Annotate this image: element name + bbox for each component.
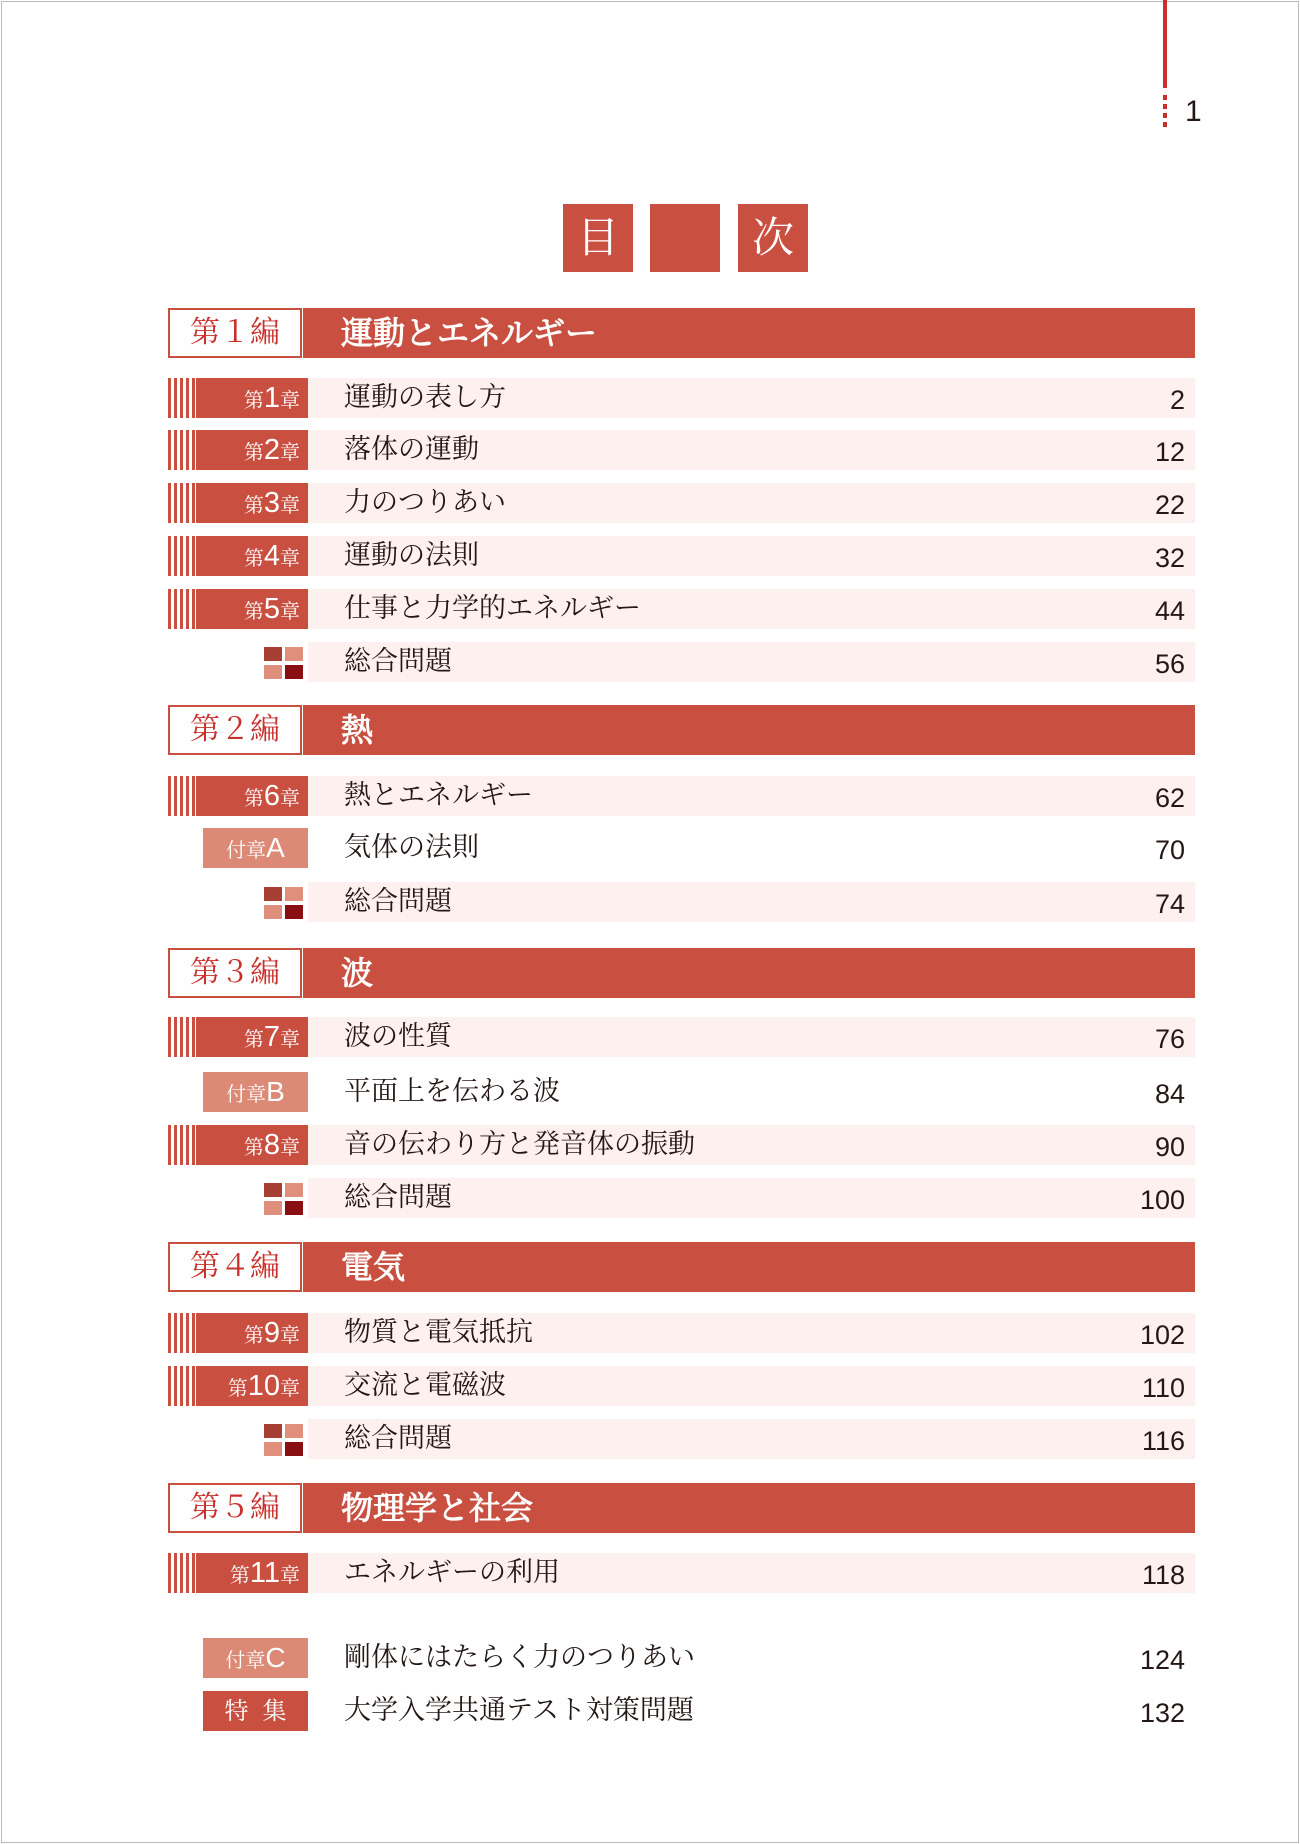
entry-page-number: 84 bbox=[1154, 1079, 1185, 1109]
appendix-label: 付章B bbox=[203, 1072, 308, 1112]
part-number-label: 第１編 bbox=[168, 308, 302, 358]
entry-title: 総合問題 bbox=[344, 886, 452, 917]
toc-entry-appendix-c[interactable] bbox=[168, 1638, 1195, 1678]
entry-title: 大学入学共通テスト対策問題 bbox=[344, 1695, 694, 1726]
entry-page-number: 62 bbox=[1154, 783, 1185, 813]
appendix-label: 付章C bbox=[203, 1638, 308, 1678]
chapter-number-label: 第7章 bbox=[243, 1021, 300, 1053]
toc-entry-chapter-8[interactable] bbox=[168, 1125, 1195, 1165]
toc-entry-special[interactable] bbox=[168, 1691, 1195, 1731]
chapter-number-label: 第9章 bbox=[243, 1317, 300, 1349]
entry-title: 運動の表し方 bbox=[344, 382, 506, 413]
entry-page-number: 76 bbox=[1154, 1024, 1185, 1054]
entry-title: 熱とエネルギー bbox=[344, 780, 533, 811]
entry-title: 総合問題 bbox=[344, 1182, 452, 1213]
entry-page-number: 74 bbox=[1154, 889, 1185, 919]
chapter-number-label: 第6章 bbox=[243, 780, 300, 812]
page-number: 1 bbox=[1185, 95, 1202, 128]
appendix-label: 付章A bbox=[203, 828, 308, 868]
chapter-number-label: 第3章 bbox=[243, 487, 300, 519]
part-heading[interactable] bbox=[168, 948, 1195, 998]
chapter-number-label: 第2章 bbox=[243, 434, 300, 466]
entry-page-number: 90 bbox=[1154, 1132, 1185, 1162]
chapter-number-label: 第11章 bbox=[229, 1557, 300, 1589]
toc-entry-appendix-b[interactable] bbox=[168, 1072, 1195, 1112]
toc-entry-chapter-2[interactable] bbox=[168, 430, 1195, 470]
part-title: 電気 bbox=[341, 1248, 406, 1286]
entry-page-number: 32 bbox=[1154, 543, 1185, 573]
entry-title: 平面上を伝わる波 bbox=[344, 1076, 560, 1107]
chapter-number-label: 第10章 bbox=[227, 1370, 300, 1402]
part-title: 波 bbox=[341, 954, 374, 992]
review-grid-icon bbox=[264, 1424, 304, 1456]
entry-page-number: 100 bbox=[1139, 1185, 1185, 1215]
entry-title: 音の伝わり方と発音体の振動 bbox=[344, 1129, 695, 1160]
entry-page-number: 2 bbox=[1169, 385, 1185, 415]
entry-page-number: 56 bbox=[1154, 649, 1185, 679]
chapter-number-label: 第1章 bbox=[243, 382, 300, 414]
toc-entry-review[interactable] bbox=[168, 1178, 1195, 1218]
entry-page-number: 12 bbox=[1154, 437, 1185, 467]
toc-entry-chapter-4[interactable] bbox=[168, 536, 1195, 576]
part-heading[interactable] bbox=[168, 1483, 1195, 1533]
part-title-bar bbox=[303, 1242, 1195, 1292]
toc-title-char-1: 目 bbox=[563, 204, 633, 272]
chapter-number-label: 第4章 bbox=[243, 540, 300, 572]
entry-page-number: 116 bbox=[1141, 1426, 1185, 1456]
toc-entry-chapter-9[interactable] bbox=[168, 1313, 1195, 1353]
entry-title: 物質と電気抵抗 bbox=[344, 1317, 533, 1348]
toc-entry-chapter-1[interactable] bbox=[168, 378, 1195, 418]
entry-title: 落体の運動 bbox=[344, 434, 479, 465]
entry-title: 交流と電磁波 bbox=[344, 1370, 506, 1401]
entry-title: エネルギーの利用 bbox=[344, 1557, 560, 1588]
toc-entry-review[interactable] bbox=[168, 882, 1195, 922]
part-heading[interactable] bbox=[168, 308, 1195, 358]
toc-entry-chapter-7[interactable] bbox=[168, 1017, 1195, 1057]
part-number-label: 第４編 bbox=[168, 1242, 302, 1292]
entry-page-number: 118 bbox=[1141, 1560, 1185, 1590]
entry-title: 仕事と力学的エネルギー bbox=[344, 593, 641, 624]
review-grid-icon bbox=[264, 647, 304, 679]
toc-entry-chapter-5[interactable] bbox=[168, 589, 1195, 629]
review-grid-icon bbox=[264, 887, 304, 919]
part-title: 物理学と社会 bbox=[341, 1489, 534, 1527]
entry-page-number: 22 bbox=[1154, 490, 1185, 520]
part-title: 熱 bbox=[341, 711, 374, 749]
toc-entry-chapter-11[interactable] bbox=[168, 1553, 1195, 1593]
part-title-bar bbox=[303, 308, 1195, 358]
page-marker bbox=[1163, 0, 1167, 132]
part-number-label: 第５編 bbox=[168, 1483, 302, 1533]
entry-page-number: 124 bbox=[1139, 1645, 1185, 1675]
toc-title-char-2 bbox=[650, 204, 720, 272]
special-feature-label: 特集 bbox=[203, 1691, 308, 1731]
toc-entry-chapter-6[interactable] bbox=[168, 776, 1195, 816]
review-grid-icon bbox=[264, 1183, 304, 1215]
toc-entry-appendix-a[interactable] bbox=[168, 828, 1195, 868]
chapter-number-label: 第8章 bbox=[243, 1129, 300, 1161]
chapter-number-label: 第5章 bbox=[243, 593, 300, 625]
part-heading[interactable] bbox=[168, 705, 1195, 755]
entry-page-number: 44 bbox=[1154, 596, 1185, 626]
entry-title: 力のつりあい bbox=[344, 487, 506, 518]
entry-page-number: 70 bbox=[1154, 835, 1185, 865]
part-title-bar bbox=[303, 948, 1195, 998]
part-title: 運動とエネルギー bbox=[341, 314, 598, 352]
part-title-bar bbox=[303, 705, 1195, 755]
part-number-label: 第３編 bbox=[168, 948, 302, 998]
toc-entry-review[interactable] bbox=[168, 1419, 1195, 1459]
toc-entry-review[interactable] bbox=[168, 642, 1195, 682]
entry-page-number: 132 bbox=[1139, 1698, 1185, 1728]
entry-page-number: 102 bbox=[1139, 1320, 1185, 1350]
entry-title: 気体の法則 bbox=[344, 832, 479, 863]
part-heading[interactable] bbox=[168, 1242, 1195, 1292]
entry-page-number: 110 bbox=[1141, 1373, 1185, 1403]
entry-title: 総合問題 bbox=[344, 1423, 452, 1454]
toc-entry-chapter-3[interactable] bbox=[168, 483, 1195, 523]
toc-title-char-3: 次 bbox=[738, 204, 808, 272]
entry-title: 総合問題 bbox=[344, 646, 452, 677]
entry-title: 剛体にはたらく力のつりあい bbox=[344, 1642, 695, 1673]
entry-title: 波の性質 bbox=[344, 1021, 452, 1052]
part-title-bar bbox=[303, 1483, 1195, 1533]
entry-title: 運動の法則 bbox=[344, 540, 479, 571]
part-number-label: 第２編 bbox=[168, 705, 302, 755]
toc-entry-chapter-10[interactable] bbox=[168, 1366, 1195, 1406]
